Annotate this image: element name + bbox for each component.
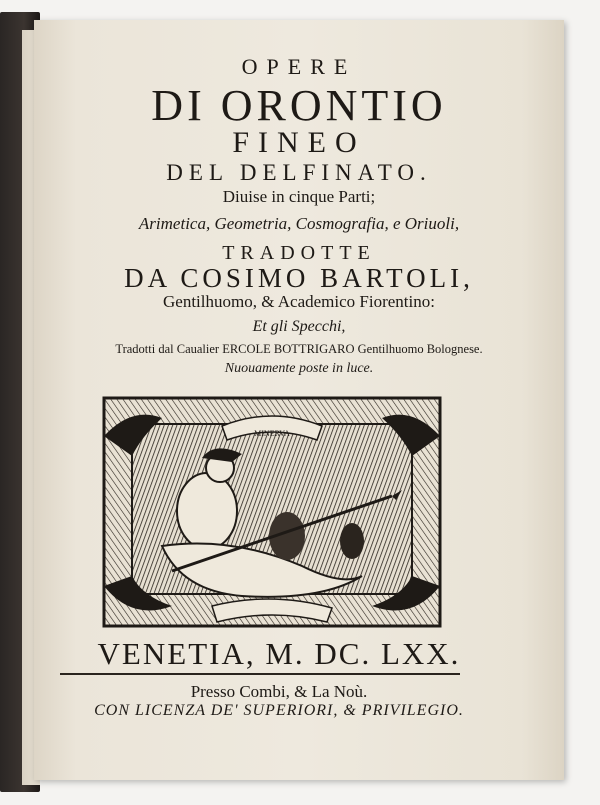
woodcut-banner: MINERVA (254, 429, 290, 438)
tradotte: TRADOTTE (222, 242, 376, 264)
title-author: DI ORONTIO (151, 81, 447, 130)
title-page (34, 20, 564, 780)
nuouamente: Nuouamente poste in luce. (224, 361, 374, 376)
license: CON LICENZA DE' SUPERIORI, & PRIVILEGIO. (94, 702, 464, 719)
translator-title: Gentilhuomo, & Academico Fiorentino: (163, 292, 435, 311)
title-opere: OPERE (241, 54, 357, 79)
imprint-place-date: VENETIA, M. DC. LXX. (97, 636, 461, 671)
specchi-translator: Tradotti dal Caualier ERCOLE BOTTRIGARO Gentilhuomo Bolognese. (115, 342, 483, 356)
title-fineo: FINEO (232, 126, 366, 159)
minerva-woodcut (102, 396, 442, 628)
subtitle-subjects: Arimetica, Geometria, Cosmografia, e Oriuoli, (138, 214, 460, 233)
subtitle-parts: Diuise in cinque Parti; (222, 187, 376, 206)
specchi: Et gli Specchi, (252, 318, 346, 335)
translator: DA COSIMO BARTOLI, (124, 263, 474, 293)
printer: Presso Combi, & La Noù. (190, 682, 368, 701)
title-delfinato: DEL DELFINATO. (166, 160, 432, 185)
imprint-rule (60, 673, 460, 675)
